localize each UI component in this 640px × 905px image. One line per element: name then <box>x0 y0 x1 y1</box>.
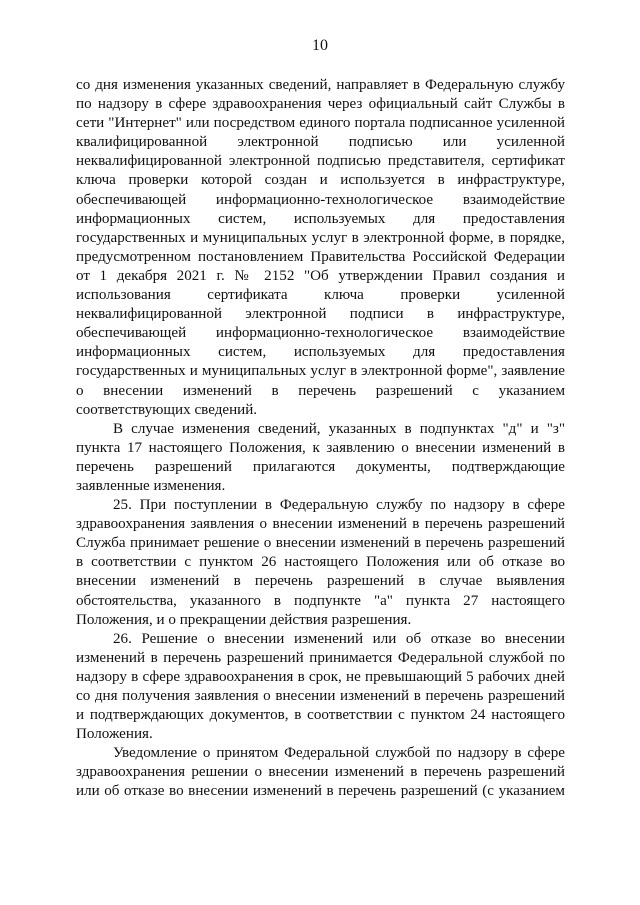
document-body <box>76 76 565 802</box>
paragraph-attachments: В случае изменения сведений, указанных в подпунктах "д" и "з" пункта 17 настоящего Положения, к заявлению о внесении изменений в перечень разрешений прилагаются документы, подтверждающие заявленные изменения. <box>76 420 565 494</box>
paragraph-continuation: со дня изменения указанных сведений, направляет в Федеральную службу по надзору в сфере здравоохранения через официальный сайт Службы в сети "Интернет" или посредством единого портала подписанное усиленной квалифицированной электронной подписью или усиленной неквалифицированной электронной подписью представителя, сертификат ключа проверки которой создан и используется в инфраструктуре, обеспечивающей информационно-технологическое взаимодействие информационных систем, используемых для предоставления государственных и муниципальных услуг в электронной форме, в порядке, предусмотренном постановлением Правительства Российской Федерации от 1 декабря 2021 г. № 2152 "Об утверждении Правил создания и использования сертификата ключа проверки усиленной неквалифицированной электронной подписи в инфраструктуре, обеспечивающей информационно-технологическое взаимодействие информационных систем, используемых для предоставления государственных и муниципальных услуг в электронной форме", заявление о внесении изменений в перечень разрешений с указанием соответствующих сведений. <box>76 77 565 418</box>
page-number: 10 <box>312 37 328 54</box>
paragraph-notification: Уведомление о принятом Федеральной службой по надзору в сфере здравоохранения решении о внесении изменений в перечень разрешений или об отказе во внесении изменений в перечень разрешений (с указанием <box>76 745 565 800</box>
paragraph-item-26: 26. Решение о внесении изменений или об отказе во внесении изменений в перечень разрешений принимается Федеральной службой по надзору в сфере здравоохранения в срок, не превышающий 5 рабочих дней со дня получения заявления о внесении изменений в перечень разрешений и подтверждающих документов, в соответствии с пунктом 24 настоящего Положения. <box>76 630 565 743</box>
paragraph-item-25: 25. При поступлении в Федеральную службу по надзору в сфере здравоохранения заявления о внесении изменений в перечень разрешений Служба принимает решение о внесении изменений в перечень разрешений в соответствии с пунктом 26 настоящего Положения или об отказе во внесении изменений в перечень разрешений в случае выявления обстоятельства, указанного в подпункте "а" пункта 27 настоящего Положения, и о прекращении действия разрешения. <box>76 497 565 628</box>
